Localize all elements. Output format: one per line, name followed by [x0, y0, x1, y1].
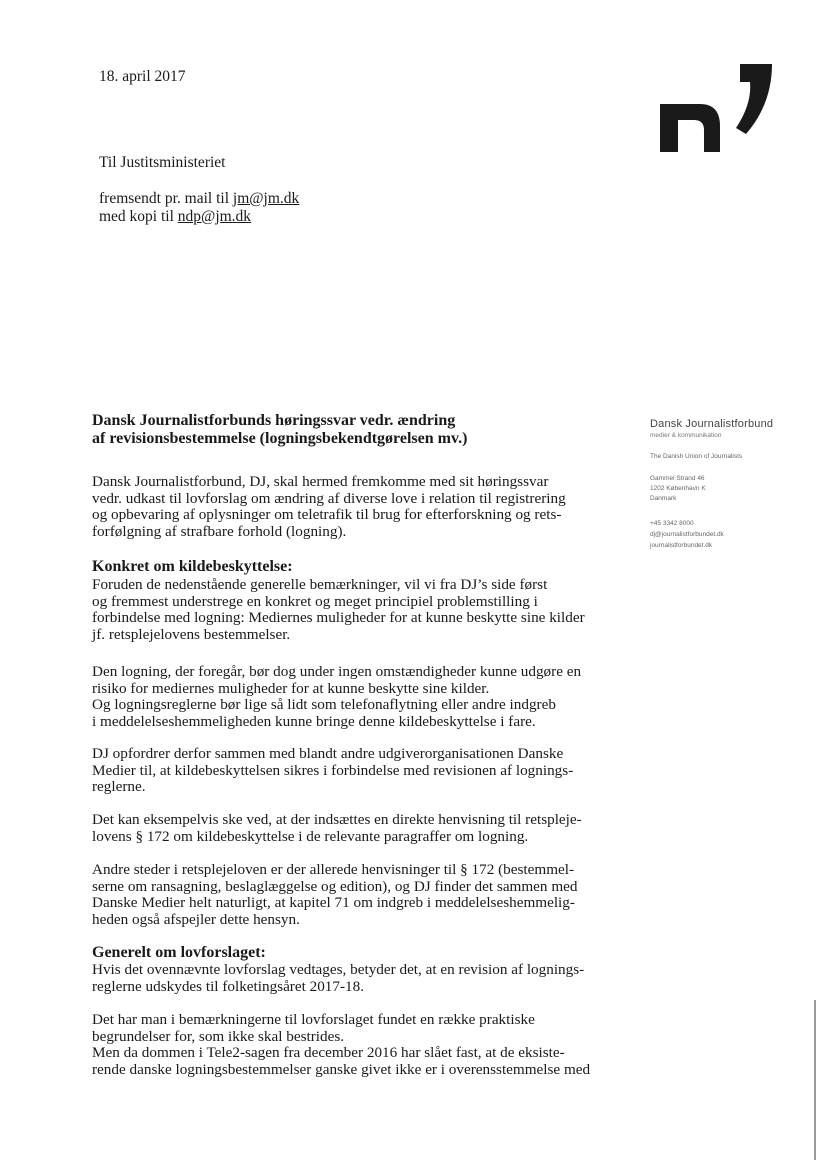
- mail-link-ndp[interactable]: ndp@jm.dk: [177, 208, 252, 225]
- text-line: Foruden de nedenstående generelle bemærkninger, vil vi fra DJ’s side først: [92, 576, 548, 593]
- copy-prefix: med kopi til: [99, 208, 178, 225]
- text-line: heden også afspejler dette hensyn.: [92, 910, 300, 928]
- paragraph-2: [92, 664, 612, 730]
- sidebar-country: Danmark: [650, 495, 677, 502]
- text-line: rende danske logningsbestemmelser ganske givet ikke er i overensstemmelse med: [92, 1060, 591, 1078]
- paragraph-7: [92, 1012, 612, 1078]
- sidebar-contact: [650, 518, 773, 551]
- text-line: Den logning, der foregår, bør dog under ingen omstændigheder kunne udgøre en: [92, 663, 582, 680]
- text-line: reglerne udskydes til folketingsåret 2017-18.: [92, 977, 365, 995]
- text-line: serne om ransagning, beslaglæggelse og edition), og DJ finder det sammen med: [92, 877, 578, 895]
- text-line: risiko for mediernes muligheder for at kunne beskytte sine kilder.: [92, 679, 490, 697]
- text-line: Danske Medier helt naturligt, at kapitel 71 om indgreb i meddelelseshemmelig-: [92, 894, 575, 912]
- dj-logo: [660, 64, 778, 154]
- text-line: og opbevaring af oplysninger om teletrafik til brug for efterforskning og rets-: [92, 506, 562, 524]
- title-line: af revisionsbestemmelse (logningsbekendtgørelsen mv.): [92, 430, 468, 447]
- text-line: lovens § 172 om kildebeskyttelse i de relevante paragraffer om logning.: [92, 827, 529, 845]
- text-line: Det kan eksempelvis ske ved, at der indsættes en direkte henvisning til retspleje-: [92, 811, 582, 828]
- text-line: og fremmest understrege en konkret og meget principiel problemstilling i: [92, 592, 538, 610]
- text-line: jf. retsplejelovens bestemmelser.: [92, 625, 291, 643]
- text-line: vedr. udkast til lovforslag om ændring af diverse love i relation til registrering: [92, 489, 566, 507]
- paragraph-4: [92, 812, 612, 845]
- paragraph-1: [92, 577, 612, 643]
- sent-prefix: fremsendt pr. mail til: [99, 190, 233, 207]
- sidebar-email: dj@journalistforbundet.dk: [650, 531, 724, 538]
- sidebar-org: Dansk Journalistforbund: [650, 418, 774, 430]
- intro-paragraph: [92, 474, 612, 540]
- sidebar-city: 1202 København K: [650, 485, 706, 492]
- section-heading-general: Generelt om lovforslaget:: [92, 944, 266, 961]
- text-line: Medier til, at kildebeskyttelsen sikres i forbindelse med revisionen af lognings-: [92, 761, 574, 779]
- sent-info: [99, 190, 299, 226]
- text-line: Andre steder i retsplejeloven er der allerede henvisninger til § 172 (bestemmel-: [92, 861, 575, 878]
- text-line: Det har man i bemærkningerne til lovforslaget fundet en række praktiske: [92, 1011, 535, 1028]
- text-line: Dansk Journalistforbund, DJ, skal hermed fremkomme med sit høringssvar: [92, 473, 549, 490]
- recipient: Til Justitsministeriet: [99, 154, 226, 171]
- sidebar-address: [650, 474, 773, 504]
- text-line: begrundelser for, som ikke skal bestrides.: [92, 1027, 345, 1045]
- mail-link-jm[interactable]: jm@jm.dk: [232, 190, 300, 207]
- sidebar-phone: +45 3342 8000: [650, 520, 694, 527]
- scan-edge-line: [814, 1000, 816, 1160]
- title-line: Dansk Journalistforbunds høringssvar vedr. ændring: [92, 412, 456, 429]
- sidebar-tagline: medier & kommunikation: [650, 432, 722, 439]
- sidebar-street: Gammel Strand 46: [650, 475, 705, 482]
- text-line: DJ opfordrer derfor sammen med blandt andre udgiverorganisationen Danske: [92, 745, 564, 762]
- paragraph-5: [92, 862, 612, 928]
- paragraph-3: [92, 746, 612, 796]
- text-line: reglerne.: [92, 778, 146, 796]
- text-line: forfølgning af strafbare forhold (logning).: [92, 522, 347, 540]
- section-heading-source-protection: Konkret om kildebeskyttelse:: [92, 558, 293, 575]
- sidebar-web: journalistforbundet.dk: [650, 542, 713, 549]
- paragraph-6: [92, 962, 612, 995]
- letter-date: 18. april 2017: [99, 68, 186, 85]
- dj-logo-d-shape: [660, 104, 720, 152]
- text-line: Men da dommen i Tele2-sagen fra december 2016 har slået fast, at de eksiste-: [92, 1044, 565, 1062]
- text-line: i meddelelseshemmeligheden kunne bringe denne kildebeskyttelse i fare.: [92, 712, 536, 730]
- text-line: Og logningsreglerne bør lige så lidt som telefonaflytning eller andre indgreb: [92, 696, 556, 714]
- dj-logo-j-shape: [736, 64, 772, 134]
- text-line: forbindelse med logning: Mediernes muligheder for at kunne beskytte sine kilder: [92, 609, 585, 627]
- sidebar-english-name: The Danish Union of Journalists: [650, 453, 743, 460]
- sender-sidebar: [650, 418, 773, 551]
- text-line: Hvis det ovennævnte lovforslag vedtages, betyder det, at en revision af lognings-: [92, 961, 585, 978]
- letter-title: [92, 412, 612, 448]
